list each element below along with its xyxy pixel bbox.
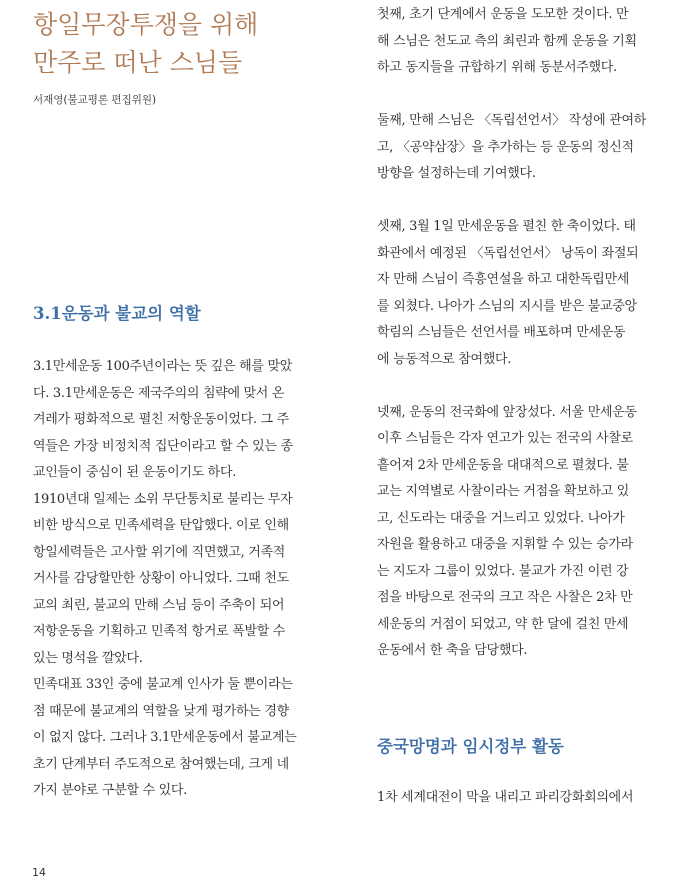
author-byline: 서재영(불교평론 편집위원) xyxy=(33,94,157,106)
left-column-body xyxy=(33,354,333,805)
text-line: 1910년대 일제는 소위 무단통치로 불리는 무자 xyxy=(33,491,293,507)
text-line: 학림의 스님들은 선언서를 배포하며 만세운동 xyxy=(377,325,626,340)
text-line: 항일세력들은 고사할 위기에 직면했고, 거족적 xyxy=(33,544,286,560)
paragraph xyxy=(377,108,677,188)
text-line: 자 만해 스님이 즉흥연설을 하고 대한독립만세 xyxy=(377,272,630,287)
section-heading-left: 3.1운동과 불교의 역할 xyxy=(33,304,201,323)
text-line: 운동에서 한 축을 담당했다. xyxy=(377,643,528,658)
title-line-1: 항일무장투쟁을 위해 xyxy=(33,10,259,39)
right-column-continuation xyxy=(377,785,677,812)
text-line: 민족대표 33인 중에 불교계 인사가 둘 뿐이라는 xyxy=(33,677,293,692)
paragraph xyxy=(33,487,333,673)
paragraph xyxy=(377,214,677,373)
section-heading-right: 중국망명과 임시정부 활동 xyxy=(377,737,564,756)
text-line: 흩어져 2차 만세운동을 대대적으로 펼쳤다. 불 xyxy=(377,457,629,473)
paragraph xyxy=(377,2,677,82)
paragraph xyxy=(33,672,333,805)
text-line: 비한 방식으로 민족세력을 탄압했다. 이로 인해 xyxy=(33,518,289,533)
paragraph xyxy=(33,354,333,487)
article-title xyxy=(33,6,343,82)
text-line: 를 외쳤다. 나아가 스님의 지시를 받은 불교중앙 xyxy=(377,298,637,314)
text-line: 교인들이 중심이 된 운동이기도 하다. xyxy=(33,465,237,480)
text-line: 1차 세계대전이 막을 내리고 파리강화회의에서 xyxy=(377,790,634,805)
text-line: 화관에서 예정된 〈독립선언서〉 낭독이 좌절되 xyxy=(377,245,639,261)
text-line: 넷째, 운동의 전국화에 앞장섰다. 서울 만세운동 xyxy=(377,404,637,420)
text-line: 저항운동을 기획하고 민족적 항거로 폭발할 수 xyxy=(33,624,286,639)
right-column-body xyxy=(377,2,677,665)
text-line: 교는 지역별로 사찰이라는 거점을 확보하고 있 xyxy=(377,484,630,499)
text-line: 고, 신도라는 대중을 거느리고 있었다. 나아가 xyxy=(377,510,625,526)
text-line: 자원을 활용하고 대중을 지휘할 수 있는 승가라 xyxy=(377,537,633,552)
text-line: 셋째, 3월 1일 만세운동을 펼친 한 축이었다. 태 xyxy=(377,219,636,234)
text-line: 이 없지 않다. 그러나 3.1만세운동에서 불교계는 xyxy=(33,730,297,745)
text-line: 다. 3.1만세운동은 제국주의의 침략에 맞서 온 xyxy=(33,385,285,401)
text-line: 첫째, 초기 단계에서 운동을 도모한 것이다. 만 xyxy=(377,7,629,22)
title-line-2: 만주로 떠난 스님들 xyxy=(33,48,243,77)
text-line: 역들은 가장 비정치적 집단이라고 할 수 있는 종 xyxy=(33,438,293,454)
text-line: 교의 최린, 불교의 만해 스님 등이 주축이 되어 xyxy=(33,597,285,613)
text-line: 3.1만세운동 100주년이라는 뜻 깊은 해를 맞았 xyxy=(33,359,292,374)
text-line: 는 지도자 그룹이 있었다. 불교가 가진 이런 강 xyxy=(377,563,629,579)
text-line: 둘째, 만해 스님은 〈독립선언서〉 작성에 관여하 xyxy=(377,113,647,128)
paragraph xyxy=(377,785,677,812)
text-line: 방향을 설정하는데 기여했다. xyxy=(377,166,536,181)
text-line: 세운동의 거점이 되었고, 약 한 달에 걸친 만세 xyxy=(377,616,629,632)
text-line: 고, 〈공약삼장〉을 추가하는 등 운동의 정신적 xyxy=(377,139,634,155)
text-line: 하고 동지들을 규합하기 위해 동분서주했다. xyxy=(377,60,617,75)
text-line: 초기 단계부터 주도적으로 참여했는데, 크게 네 xyxy=(33,756,289,772)
text-line: 이후 스님들은 각자 연고가 있는 전국의 사찰로 xyxy=(377,431,633,446)
text-line: 점 때문에 불교계의 역할을 낮게 평가하는 경향 xyxy=(33,703,289,719)
text-line: 겨레가 평화적으로 펼친 저항운동이었다. 그 주 xyxy=(33,412,289,427)
text-line: 가지 분야로 구분할 수 있다. xyxy=(33,783,187,798)
text-line: 에 능동적으로 참여했다. xyxy=(377,351,512,367)
paragraph xyxy=(377,400,677,665)
text-line: 해 스님은 천도교 측의 최린과 함께 운동을 기획 xyxy=(377,33,637,49)
text-line: 거사를 감당할만한 상황이 아니었다. 그때 천도 xyxy=(33,571,289,586)
page-number: 14 xyxy=(32,866,46,879)
text-line: 점을 바탕으로 전국의 크고 작은 사찰은 2차 만 xyxy=(377,590,633,605)
text-line: 있는 명석을 깔았다. xyxy=(33,650,143,666)
